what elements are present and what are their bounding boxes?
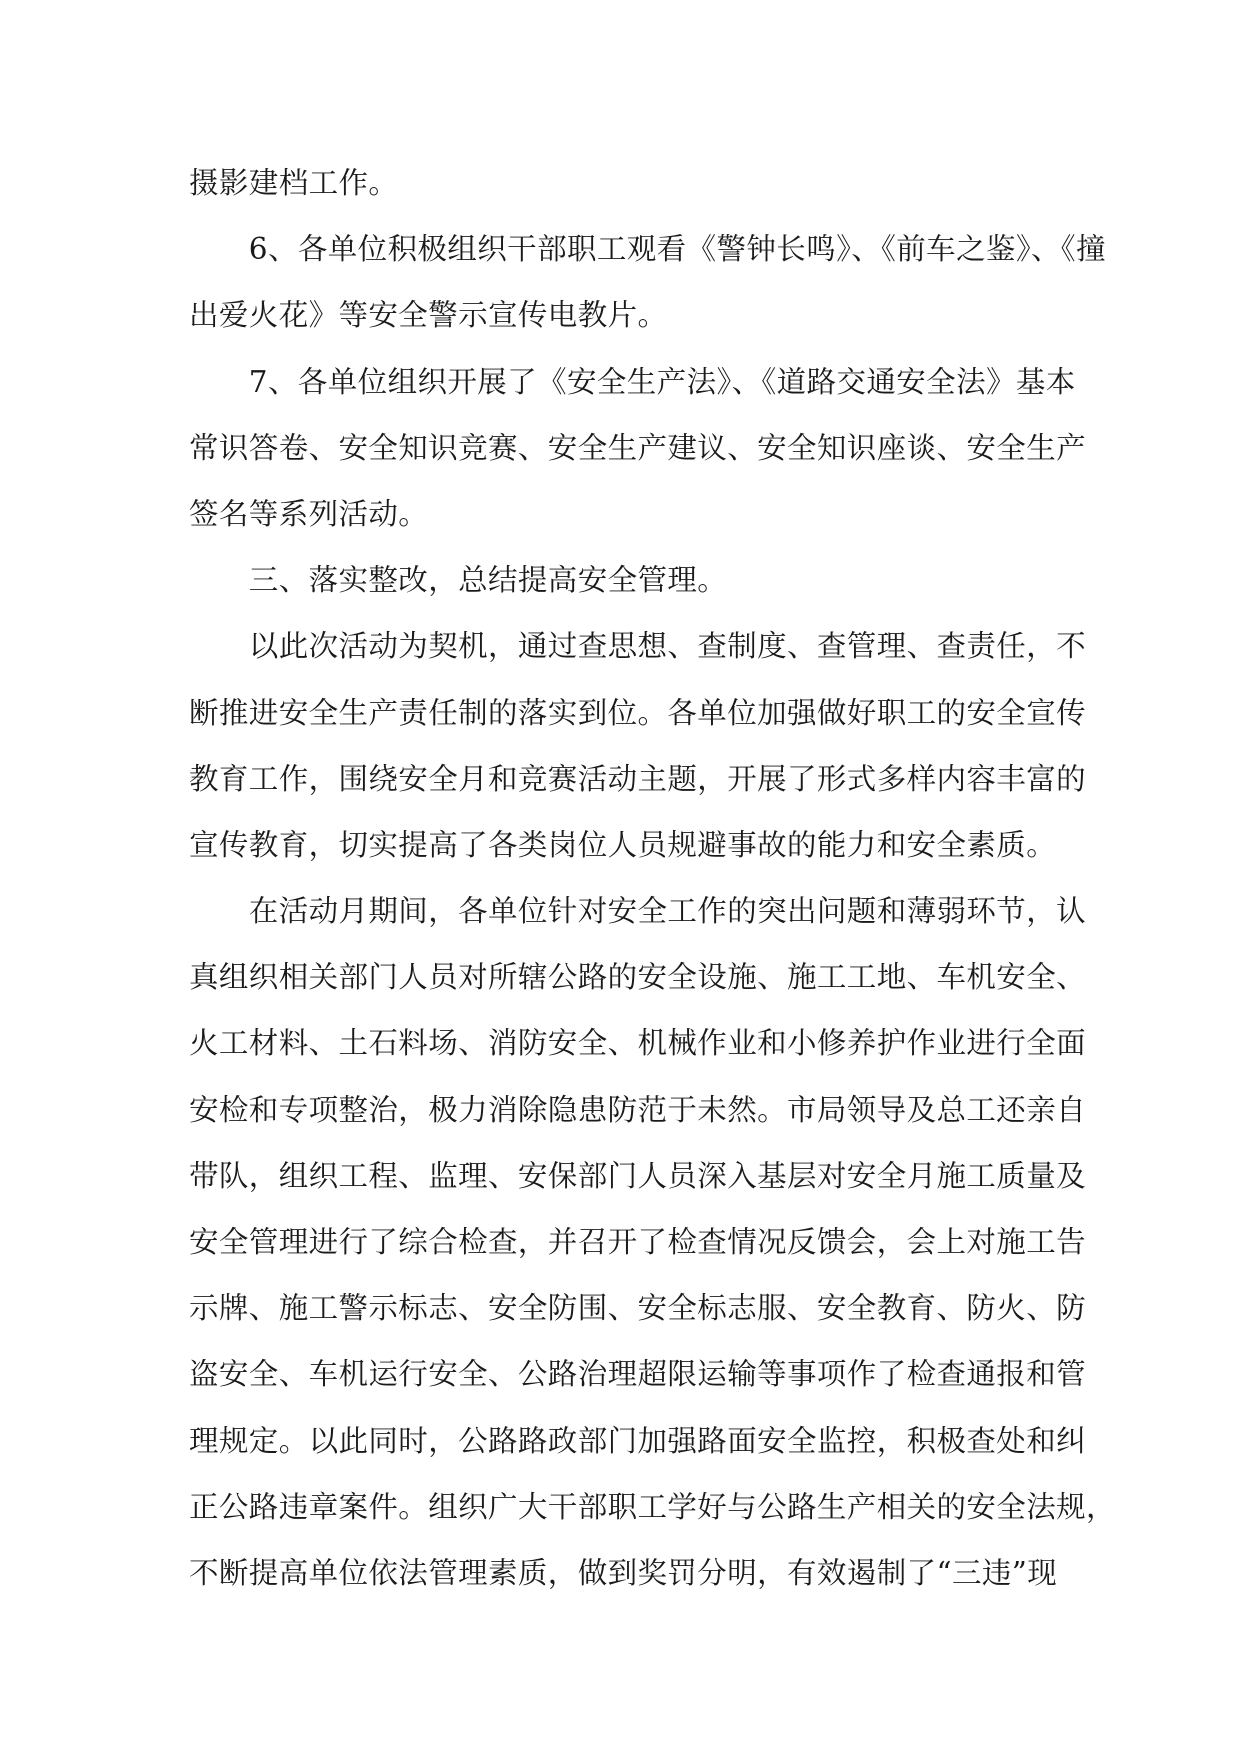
text-line: 6、各单位积极组织干部职工观看《警钟长鸣》、《前车之鉴》、《撞 xyxy=(189,232,1106,267)
text-line: 签名等系列活动。 xyxy=(189,496,429,531)
text-line: 理规定。以此同时，公路路政部门加强路面安全监控，积极查处和纠 xyxy=(189,1423,1087,1458)
text-line: 7、各单位组织开展了《安全生产法》、《道路交通安全法》基本 xyxy=(189,364,1076,399)
text-line: 宣传教育，切实提高了各类岗位人员规避事故的能力和安全素质。 xyxy=(189,827,1057,862)
text-line: 盗安全、车机运行安全、公路治理超限运输等事项作了检查通报和管 xyxy=(189,1357,1087,1392)
text-line: 安检和专项整治，极力消除隐患防范于未然。市局领导及总工还亲自 xyxy=(189,1092,1087,1127)
text-line: 在活动月期间，各单位针对安全工作的突出问题和薄弱环节，认 xyxy=(189,894,1087,929)
text-line: 常识答卷、安全知识竞赛、安全生产建议、安全知识座谈、安全生产 xyxy=(189,430,1087,465)
text-line: 教育工作，围绕安全月和竞赛活动主题，开展了形式多样内容丰富的 xyxy=(189,761,1087,796)
text-line: 示牌、施工警示标志、安全防围、安全标志服、安全教育、防火、防 xyxy=(189,1291,1087,1326)
text-line: 安全管理进行了综合检查，并召开了检查情况反馈会，会上对施工告 xyxy=(189,1225,1087,1259)
text-line: 出爱火花》等安全警示宣传电教片。 xyxy=(189,298,668,333)
text-line: 正公路违章案件。组织广大干部职工学好与公路生产相关的安全法规， xyxy=(189,1489,1116,1524)
text-line: 火工材料、土石料场、消防安全、机械作业和小修养护作业进行全面 xyxy=(189,1026,1087,1061)
text-line: 以此次活动为契机，通过查思想、查制度、查管理、查责任，不 xyxy=(189,629,1087,664)
text-line: 带队，组织工程、监理、安保部门人员深入基层对安全月施工质量及 xyxy=(189,1158,1087,1193)
section-heading: 三、落实整改，总结提高安全管理。 xyxy=(189,563,728,598)
text-line: 不断提高单位依法管理素质，做到奖罚分明，有效遏制了“三违”现 xyxy=(189,1555,1058,1590)
text-line: 断推进安全生产责任制的落实到位。各单位加强做好职工的安全宣传 xyxy=(189,695,1087,730)
text-line: 摄影建档工作。 xyxy=(189,166,399,200)
text-line: 真组织相关部门人员对所辖公路的安全设施、施工工地、车机安全、 xyxy=(189,960,1087,995)
body-text xyxy=(189,150,1116,1606)
